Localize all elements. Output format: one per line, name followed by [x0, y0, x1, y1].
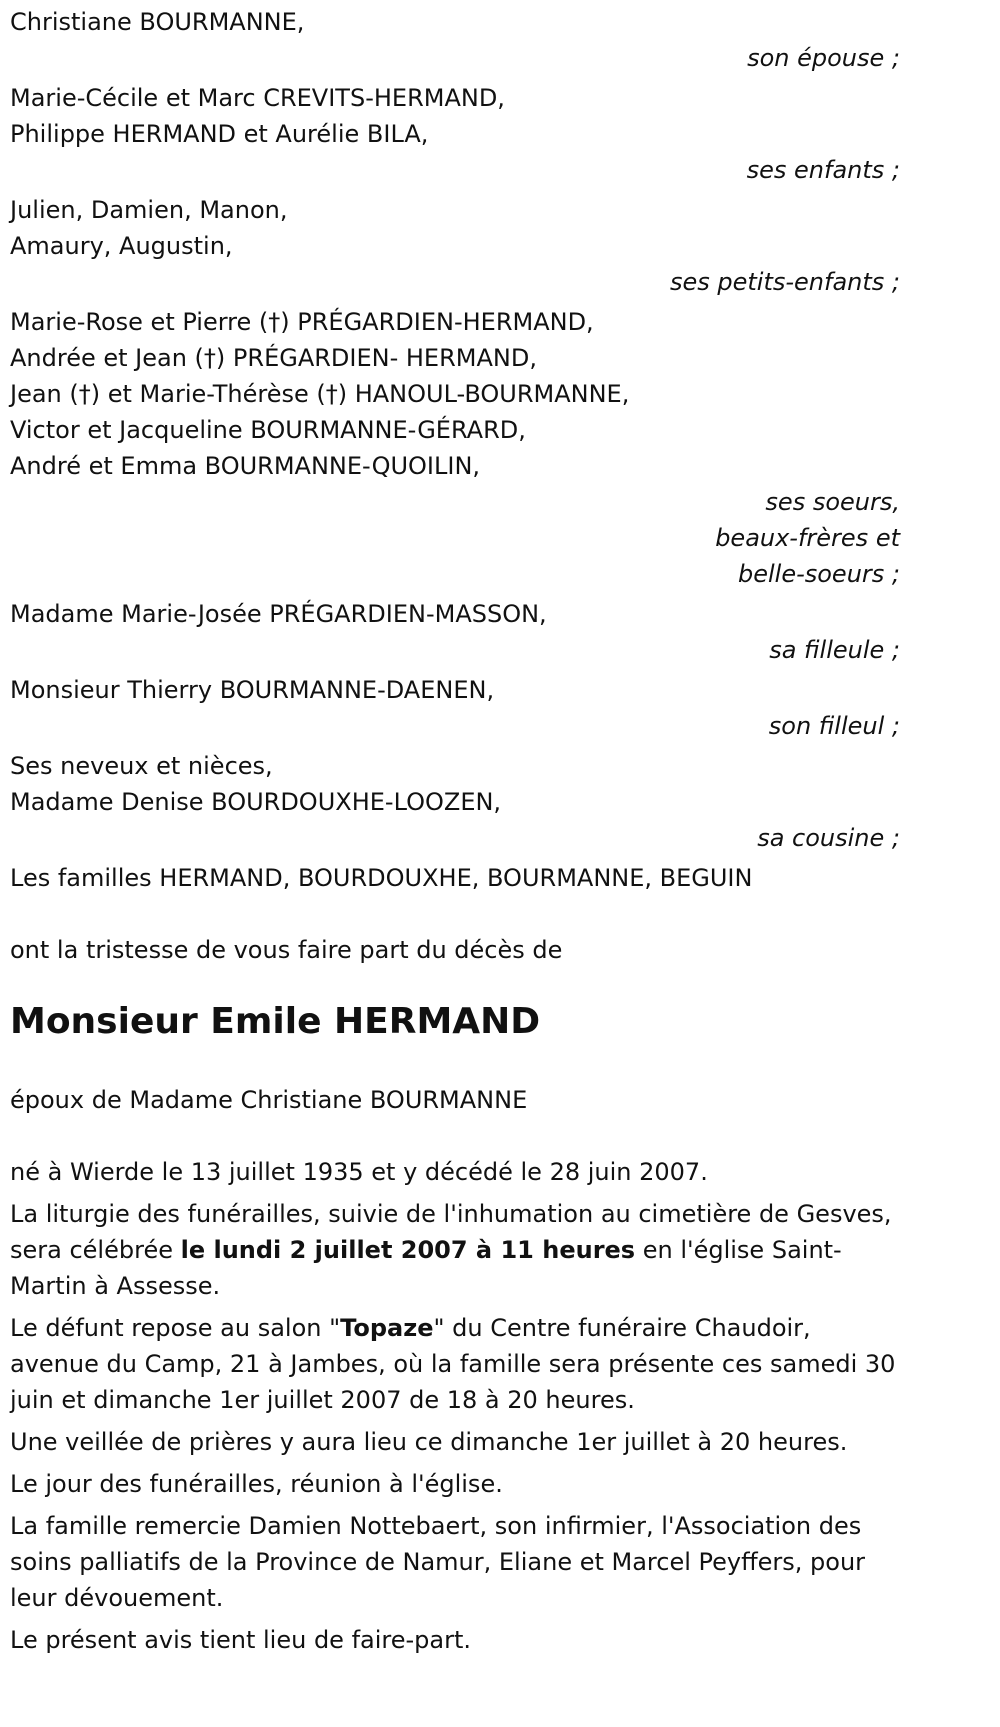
family-group-cousin [10, 748, 900, 856]
vigil-paragraph: Une veillée de prières y aura lieu ce dimanche 1er juillet à 20 heures. [10, 1428, 848, 1456]
family-name-line: Jean (†) et Marie-Thérèse (†) HANOUL-BOURMANNE, [10, 380, 630, 408]
family-group-spouse [10, 4, 900, 76]
family-group-grandchildren [10, 192, 900, 300]
family-name-line: Monsieur Thierry BOURMANNE-DAENEN, [10, 676, 495, 704]
family-role: sa cousine ; [757, 824, 900, 852]
family-name-line: Julien, Damien, Manon, [10, 196, 288, 224]
deceased-name: Monsieur Emile HERMAND [10, 1001, 541, 1042]
visitation-paragraph: Le défunt repose au salon "Topaze" du Centre funéraire Chaudoir, avenue du Camp, 21 à Jambes, où la famille sera présente ces samedi 30 juin et dimanche 1er juillet 2007 de 18 à 20 heures. [10, 1314, 896, 1414]
family-role: sa filleule ; [769, 636, 900, 664]
family-role: son filleul ; [768, 712, 900, 740]
family-name-line: Andrée et Jean (†) PRÉGARDIEN- HERMAND, [10, 344, 537, 372]
family-name-line: Christiane BOURMANNE, [10, 8, 305, 36]
family-role: son épouse ; [747, 44, 900, 72]
family-role: ses enfants ; [746, 156, 900, 184]
announcement-text: ont la tristesse de vous faire part du décès de [10, 936, 563, 964]
family-name-line: Madame Denise BOURDOUXHE-LOOZEN, [10, 788, 502, 816]
thanks-paragraph: La famille remercie Damien Nottebaert, son infirmier, l'Association des soins palliatifs de la Province de Namur, Eliane et Marcel Peyffers, pour leur dévouement. [10, 1512, 866, 1612]
liturgy-date: le lundi 2 juillet 2007 à 11 heures [180, 1236, 636, 1264]
liturgy-paragraph: La liturgie des funérailles, suivie de l'inhumation au cimetière de Gesves, sera célébrée le lundi 2 juillet 2007 à 11 heures en l'église Saint-Martin à Assesse. [10, 1200, 892, 1300]
family-name-line: André et Emma BOURMANNE-QUOILIN, [10, 452, 481, 480]
family-group-goddaughter [10, 596, 900, 668]
closing-paragraph: Le présent avis tient lieu de faire-part. [10, 1626, 472, 1654]
family-name-line: Ses neveux et nièces, [10, 752, 273, 780]
family-name-line: Madame Marie-Josée PRÉGARDIEN-MASSON, [10, 600, 547, 628]
meeting-paragraph: Le jour des funérailles, réunion à l'église. [10, 1470, 503, 1498]
birth-death-line: né à Wierde le 13 juillet 1935 et y décédé le 28 juin 2007. [10, 1158, 708, 1186]
spouse-line: époux de Madame Christiane BOURMANNE [10, 1086, 528, 1114]
family-role: ses soeurs, beaux-frères et belle-soeurs ; [715, 488, 900, 588]
family-group-children [10, 80, 900, 188]
family-name-line: Marie-Cécile et Marc CREVITS-HERMAND, [10, 84, 505, 112]
family-name-line: Marie-Rose et Pierre (†) PRÉGARDIEN-HERMAND, [10, 308, 594, 336]
family-group-godson [10, 672, 900, 744]
family-name-line: Philippe HERMAND et Aurélie BILA, [10, 120, 429, 148]
obituary-notice [10, 4, 900, 1664]
families-line: Les familles HERMAND, BOURDOUXHE, BOURMANNE, BEGUIN [10, 864, 753, 892]
family-name-line: Amaury, Augustin, [10, 232, 233, 260]
salon-name: Topaze [340, 1314, 434, 1342]
family-name-line: Victor et Jacqueline BOURMANNE-GÉRARD, [10, 416, 526, 444]
family-group-siblings [10, 304, 900, 592]
family-role: ses petits-enfants ; [669, 268, 900, 296]
